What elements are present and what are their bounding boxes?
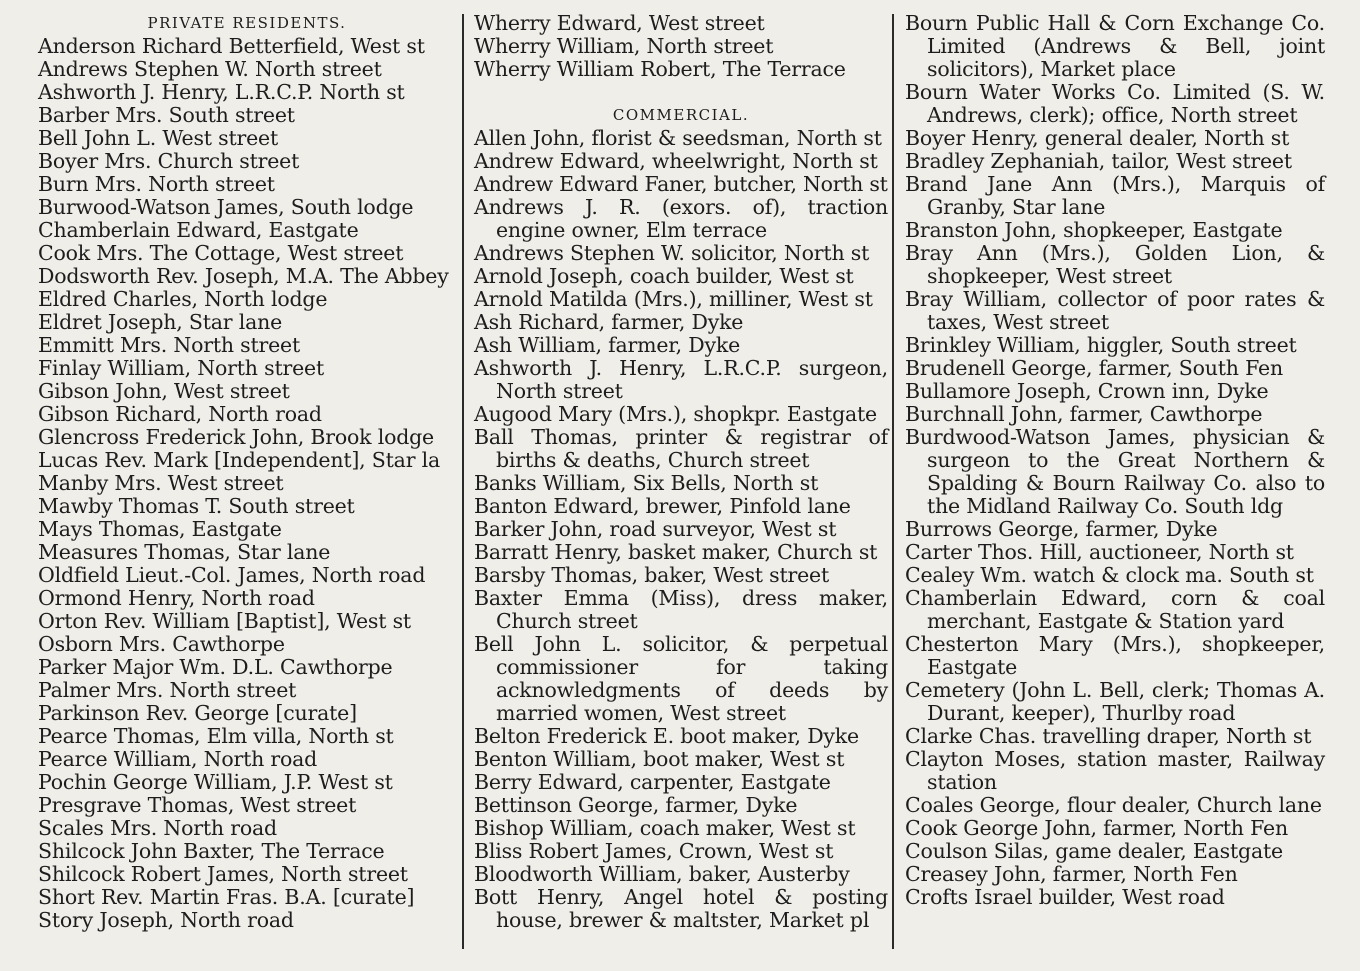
section-heading: COMMERCIAL. <box>612 106 750 124</box>
directory-entry: Barker John, road surveyor, West st <box>474 517 837 541</box>
directory-entry: Mawby Thomas T. South street <box>38 494 355 518</box>
directory-entry: Pearce Thomas, Elm villa, North st <box>38 724 394 748</box>
column-commercial-continued <box>905 12 1325 909</box>
column-commercial <box>474 12 888 932</box>
directory-entry: Osborn Mrs. Cawthorpe <box>38 632 285 656</box>
directory-entry: Andrews J. R. (exors. of), traction engine owner, Elm terrace <box>474 195 888 242</box>
directory-entry: Banton Edward, brewer, Pinfold lane <box>474 494 851 518</box>
directory-entry: Bloodworth William, baker, Austerby <box>474 862 850 886</box>
directory-entry: Bishop William, coach maker, West st <box>474 816 856 840</box>
directory-entry: Chesterton Mary (Mrs.), shopkeeper, Eastgate <box>905 632 1325 679</box>
directory-entry: Lucas Rev. Mark [Independent], Star la <box>38 448 440 472</box>
directory-entry: Gibson Richard, North road <box>38 402 322 426</box>
directory-entry: Burn Mrs. North street <box>38 172 275 196</box>
directory-entry: Benton William, boot maker, West st <box>474 747 845 771</box>
directory-entry: Clayton Moses, station master, Railway station <box>905 747 1325 794</box>
column-divider <box>892 14 894 949</box>
directory-entry: Brand Jane Ann (Mrs.), Marquis of Granby, Star lane <box>905 172 1325 219</box>
directory-entry: Burwood-Watson James, South lodge <box>38 195 414 219</box>
directory-entry: Eldred Charles, North lodge <box>38 287 328 311</box>
directory-entry: Cook George John, farmer, North Fen <box>905 816 1288 840</box>
directory-entry: Ash William, farmer, Dyke <box>474 333 741 357</box>
directory-entry: Shilcock John Baxter, The Terrace <box>38 839 385 863</box>
directory-entry: Bullamore Joseph, Crown inn, Dyke <box>905 379 1269 403</box>
directory-entry: Glencross Frederick John, Brook lodge <box>38 425 434 449</box>
directory-entry: Coulson Silas, game dealer, Eastgate <box>905 839 1283 863</box>
directory-entry: Ball Thomas, printer & registrar of births & deaths, Church street <box>474 425 888 472</box>
directory-entry: Burrows George, farmer, Dyke <box>905 517 1218 541</box>
directory-entry: Creasey John, farmer, North Fen <box>905 862 1238 886</box>
directory-entry: Brinkley William, higgler, South street <box>905 333 1297 357</box>
directory-entry: Bell John L. West street <box>38 126 279 150</box>
directory-entry: Arnold Joseph, coach builder, West st <box>474 264 854 288</box>
directory-entry: Bray William, collector of poor rates & taxes, West street <box>905 287 1325 334</box>
column-private-residents <box>38 12 456 932</box>
directory-entry: Augood Mary (Mrs.), shopkpr. Eastgate <box>474 402 877 426</box>
directory-entry: Eldret Joseph, Star lane <box>38 310 283 334</box>
directory-entry: Cealey Wm. watch & clock ma. South st <box>905 563 1314 587</box>
directory-entry: Allen John, florist & seedsman, North st <box>474 126 882 150</box>
directory-entry: Branston John, shopkeeper, Eastgate <box>905 218 1283 242</box>
directory-entry: Clarke Chas. travelling draper, North st <box>905 724 1312 748</box>
directory-entry: Cook Mrs. The Cottage, West street <box>38 241 404 265</box>
directory-entry: Chamberlain Edward, Eastgate <box>38 218 359 242</box>
directory-entry: Bettinson George, farmer, Dyke <box>474 793 798 817</box>
directory-entry: Andrew Edward Faner, butcher, North st <box>474 172 888 196</box>
directory-entry: Berry Edward, carpenter, Eastgate <box>474 770 831 794</box>
directory-entry: Wherry William Robert, The Terrace <box>474 57 846 81</box>
directory-entry: Ormond Henry, North road <box>38 586 315 610</box>
directory-entry: Bell John L. solicitor, & perpetual commissioner for taking acknowledgments of deeds by married women, West street <box>474 632 888 725</box>
directory-entry: Bourn Public Hall & Corn Exchange Co. Limited (Andrews & Bell, joint solicitors), Market place <box>905 11 1325 81</box>
directory-entry: Chamberlain Edward, corn & coal merchant, Eastgate & Station yard <box>905 586 1325 633</box>
column-divider <box>462 14 464 949</box>
directory-entry: Barsby Thomas, baker, West street <box>474 563 830 587</box>
directory-entry: Finlay William, North street <box>38 356 324 380</box>
directory-entry: Story Joseph, North road <box>38 908 294 932</box>
directory-entry: Boyer Mrs. Church street <box>38 149 300 173</box>
directory-entry: Bray Ann (Mrs.), Golden Lion, & shopkeeper, West street <box>905 241 1325 288</box>
directory-entry: Anderson Richard Betterfield, West st <box>38 34 425 58</box>
directory-entry: Bott Henry, Angel hotel & posting house, brewer & maltster, Market pl <box>474 885 888 932</box>
directory-entry: Bliss Robert James, Crown, West st <box>474 839 834 863</box>
directory-entry: Bradley Zephaniah, tailor, West street <box>905 149 1292 173</box>
directory-entry: Barber Mrs. South street <box>38 103 295 127</box>
directory-entry: Dodsworth Rev. Joseph, M.A. The Abbey <box>38 264 449 288</box>
directory-entry: Oldfield Lieut.-Col. James, North road <box>38 563 426 587</box>
directory-entry: Banks William, Six Bells, North st <box>474 471 819 495</box>
directory-entry: Measures Thomas, Star lane <box>38 540 331 564</box>
directory-entry: Andrews Stephen W. North street <box>38 57 382 81</box>
directory-entry: Boyer Henry, general dealer, North st <box>905 126 1290 150</box>
directory-entry: Crofts Israel builder, West road <box>905 885 1225 909</box>
directory-entry: Parker Major Wm. D.L. Cawthorpe <box>38 655 393 679</box>
directory-entry: Wherry William, North street <box>474 34 774 58</box>
directory-entry: Arnold Matilda (Mrs.), milliner, West st <box>474 287 873 311</box>
directory-entry: Brudenell George, farmer, South Fen <box>905 356 1283 380</box>
directory-entry: Coales George, flour dealer, Church lane <box>905 793 1322 817</box>
directory-entry: Palmer Mrs. North street <box>38 678 297 702</box>
directory-entry: Carter Thos. Hill, auctioneer, North st <box>905 540 1294 564</box>
directory-entry: Burchnall John, farmer, Cawthorpe <box>905 402 1263 426</box>
directory-entry: Short Rev. Martin Fras. B.A. [curate] <box>38 885 415 909</box>
directory-entry: Scales Mrs. North road <box>38 816 277 840</box>
directory-entry: Pochin George William, J.P. West st <box>38 770 393 794</box>
directory-entry: Baxter Emma (Miss), dress maker, Church street <box>474 586 888 633</box>
directory-entry: Wherry Edward, West street <box>474 11 765 35</box>
directory-entry: Belton Frederick E. boot maker, Dyke <box>474 724 859 748</box>
directory-entry: Presgrave Thomas, West street <box>38 793 357 817</box>
directory-entry: Shilcock Robert James, North street <box>38 862 408 886</box>
directory-entry: Gibson John, West street <box>38 379 290 403</box>
directory-entry: Andrew Edward, wheelwright, North st <box>474 149 878 173</box>
directory-entry: Ashworth J. Henry, L.R.C.P. North st <box>38 80 405 104</box>
directory-entry: Ashworth J. Henry, L.R.C.P. surgeon, North street <box>474 356 888 403</box>
directory-entry: Mays Thomas, Eastgate <box>38 517 282 541</box>
directory-entry: Barratt Henry, basket maker, Church st <box>474 540 878 564</box>
directory-entry: Emmitt Mrs. North street <box>38 333 301 357</box>
directory-entry: Orton Rev. William [Baptist], West st <box>38 609 411 633</box>
directory-entry: Ash Richard, farmer, Dyke <box>474 310 744 334</box>
directory-entry: Andrews Stephen W. solicitor, North st <box>474 241 870 265</box>
section-heading: PRIVATE RESIDENTS. <box>147 14 347 32</box>
directory-entry: Manby Mrs. West street <box>38 471 284 495</box>
directory-entry: Pearce William, North road <box>38 747 318 771</box>
directory-entry: Parkinson Rev. George [curate] <box>38 701 357 725</box>
directory-entry: Bourn Water Works Co. Limited (S. W. Andrews, clerk); office, North street <box>905 80 1325 127</box>
directory-entry: Burdwood-Watson James, physician & surgeon to the Great Northern & Spalding & Bourn Railway Co. also to the Midland Railway Co. South ldg <box>905 425 1325 518</box>
directory-entry: Cemetery (John L. Bell, clerk; Thomas A. Durant, keeper), Thurlby road <box>905 678 1325 725</box>
